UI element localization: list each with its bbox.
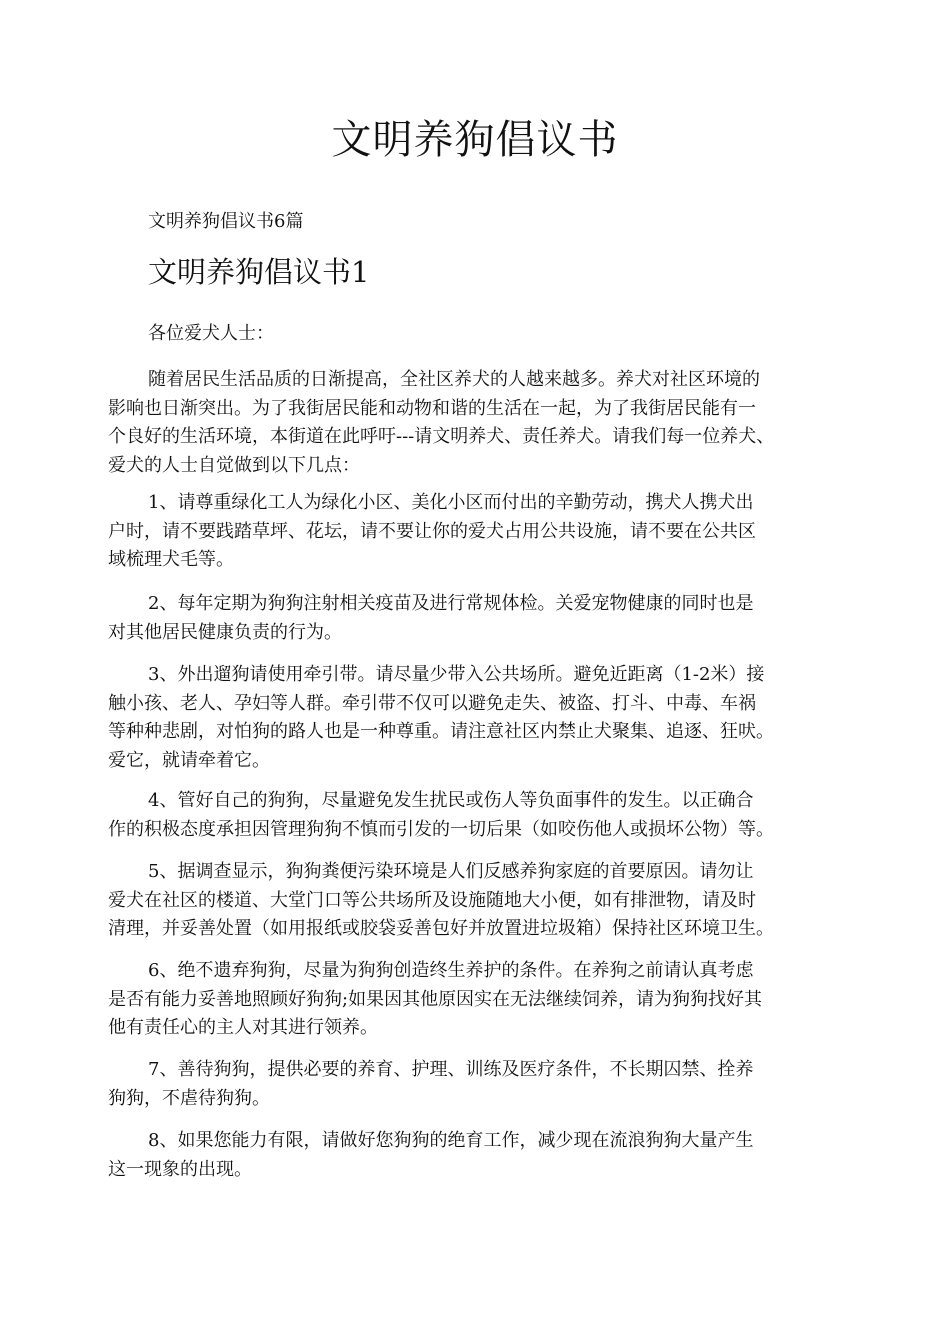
paragraph-line: 3、外出遛狗请使用牵引带。请尽量少带入公共场所。避免近距离（1-2米）接 [148, 664, 765, 685]
paragraph-line: 8、如果您能力有限，请做好您狗狗的绝育工作，减少现在流浪狗狗大量产生 [148, 1130, 754, 1151]
paragraph-line: 4、管好自己的狗狗，尽量避免发生扰民或伤人等负面事件的发生。以正确合 [148, 790, 754, 811]
paragraph-line: 他有责任心的主人对其进行领养。 [108, 1017, 378, 1038]
paragraph-line: 是否有能力妥善地照顾好狗狗;如果因其他原因实在无法继续饲养，请为狗狗找好其 [108, 988, 763, 1010]
paragraph-line: 随着居民生活品质的日渐提高，全社区养犬的人越来越多。养犬对社区环境的 [148, 369, 760, 390]
section-title: 文明养狗倡议书1 [148, 255, 370, 289]
paragraph-item-7 [108, 1056, 864, 1113]
paragraph-line: 狗狗，不虐待狗狗。 [108, 1087, 270, 1109]
paragraph-line: 爱犬的人士自觉做到以下几点： [108, 454, 360, 476]
paragraph-item-2 [108, 590, 864, 647]
greeting: 各位爱犬人士： [148, 323, 274, 344]
paragraph-intro [108, 366, 864, 480]
paragraph-line: 作的积极态度承担因管理狗狗不慎而引发的一切后果（如咬伤他人或损坏公物）等。 [108, 818, 774, 840]
paragraph-line: 触小孩、老人、孕妇等人群。牵引带不仅可以避免走失、被盗、打斗、中毒、车祸 [108, 692, 756, 714]
paragraph-line: 等种种悲剧，对怕狗的路人也是一种尊重。请注意社区内禁止犬聚集、追逐、狂吠。 [108, 721, 774, 742]
paragraph-item-3 [108, 661, 864, 775]
paragraph-line: 爱犬在社区的楼道、大堂门口等公共场所及设施随地大小便，如有排泄物，请及时 [108, 889, 756, 911]
paragraph-line: 7、善待狗狗，提供必要的养育、护理、训练及医疗条件，不长期囚禁、拴养 [148, 1059, 754, 1080]
paragraph-item-6 [108, 957, 864, 1043]
paragraph-line: 1、请尊重绿化工人为绿化小区、美化小区而付出的辛勤劳动，携犬人携犬出 [148, 492, 754, 513]
paragraph-line: 个良好的生活环境，本街道在此呼吁---请文明养犬、责任养犬。请我们每一位养犬、 [108, 426, 775, 447]
paragraph-line: 影响也日渐突出。为了我街居民能和动物和谐的生活在一起，为了我街居民能有一 [108, 397, 756, 419]
paragraph-item-8 [108, 1127, 864, 1184]
paragraph-item-4 [108, 787, 864, 844]
paragraph-line: 这一现象的出现。 [108, 1158, 252, 1180]
paragraph-line: 对其他居民健康负责的行为。 [108, 621, 342, 643]
paragraph-line: 2、每年定期为狗狗注射相关疫苗及进行常规体检。关爱宠物健康的同时也是 [148, 593, 754, 614]
paragraph-line: 域梳理犬毛等。 [108, 549, 234, 570]
page-title: 文明养狗倡议书 [331, 117, 619, 163]
paragraph-line: 爱它，就请牵着它。 [108, 749, 270, 771]
paragraph-line: 户时，请不要践踏草坪、花坛，请不要让你的爱犬占用公共设施，请不要在公共区 [108, 520, 756, 542]
paragraph-item-1 [108, 489, 864, 575]
paragraph-item-5 [108, 858, 864, 944]
paragraph-line: 清理，并妥善处置（如用报纸或胶袋妥善包好并放置进垃圾箱）保持社区环境卫生。 [108, 918, 774, 939]
paragraph-line: 5、据调查显示，狗狗粪便污染环境是人们反感养狗家庭的首要原因。请勿让 [148, 861, 754, 882]
paragraph-line: 6、绝不遗弃狗狗，尽量为狗狗创造终生养护的条件。在养狗之前请认真考虑 [148, 960, 754, 981]
document-subtitle: 文明养狗倡议书6篇 [148, 211, 304, 232]
